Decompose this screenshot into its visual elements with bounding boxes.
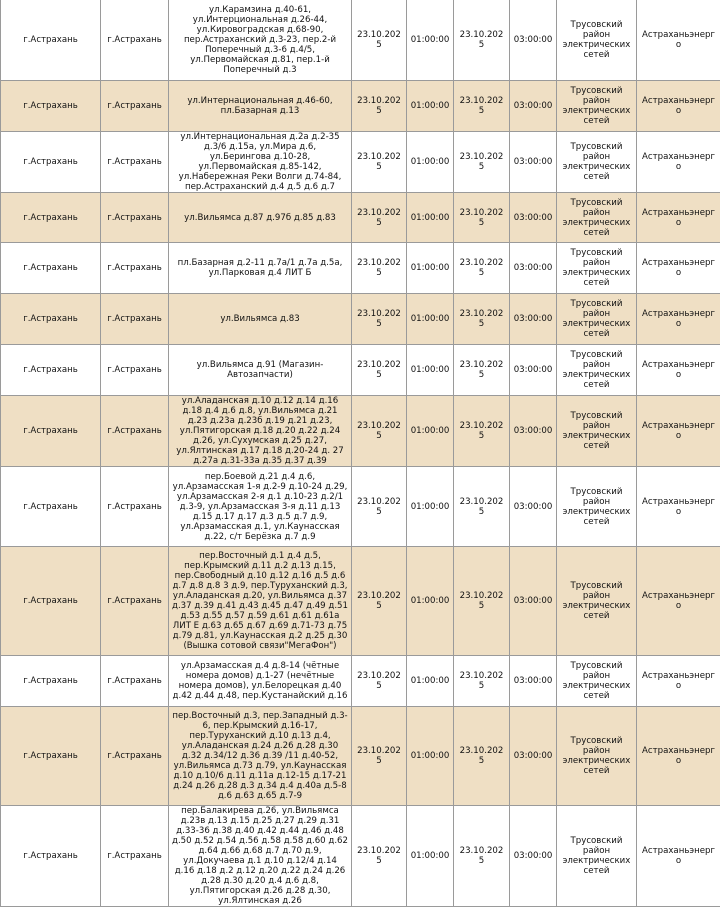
start-date-cell: 23.10.2025 bbox=[352, 547, 407, 656]
district-cell: Трусовский район электрических сетей bbox=[557, 396, 637, 467]
start-time-cell: 01:00:00 bbox=[407, 132, 454, 193]
city-cell: г.Астрахань bbox=[1, 0, 101, 81]
org-cell: Астраханьэнерго bbox=[637, 294, 720, 345]
address-cell: пер.Восточный д.1 д.4 д.5, пер.Крымский д.11 д.2 д.13 д.15, пер.Свободный д.10 д.12 д.16 д.5 д.6 д.7 д.8 д.8 3 д.9, пер.Туруханский д.3, ул.Аладанская д.20, ул.Вильямса д.37 д.37 д.39 д.41 д.43 д.45 д.47 д.49 д.51 д.53 д.55 д.57 д.59 д.61 д.61 д.61а ЛИТ Е д.63 д.65 д.67 д.69 д.71-73 д.75 д.79 д.81, ул.Каунасская д.2 д.25 д.30 (Вышка сотовой связи"МегаФон") bbox=[169, 547, 352, 656]
table-row bbox=[1, 193, 720, 243]
table-row bbox=[1, 707, 720, 806]
end-time-cell: 03:00:00 bbox=[510, 656, 557, 707]
locality-cell: г.Астрахань bbox=[101, 193, 169, 243]
start-time-cell: 01:00:00 bbox=[407, 547, 454, 656]
city-cell: г.Астрахань bbox=[1, 294, 101, 345]
org-cell: Астраханьэнерго bbox=[637, 132, 720, 193]
start-date-cell: 23.10.2025 bbox=[352, 132, 407, 193]
end-date-cell: 23.10.2025 bbox=[454, 345, 510, 396]
start-time-cell: 01:00:00 bbox=[407, 345, 454, 396]
city-cell: г.Астрахань bbox=[1, 132, 101, 193]
district-cell: Трусовский район электрических сетей bbox=[557, 345, 637, 396]
table-row bbox=[1, 806, 720, 907]
org-cell: Астраханьэнерго bbox=[637, 396, 720, 467]
district-cell: Трусовский район электрических сетей bbox=[557, 132, 637, 193]
district-cell: Трусовский район электрических сетей bbox=[557, 656, 637, 707]
start-time-cell: 01:00:00 bbox=[407, 656, 454, 707]
org-cell: Астраханьэнерго bbox=[637, 707, 720, 806]
city-cell: г.Астрахань bbox=[1, 547, 101, 656]
locality-cell: г.Астрахань bbox=[101, 806, 169, 907]
end-time-cell: 03:00:00 bbox=[510, 193, 557, 243]
district-cell: Трусовский район электрических сетей bbox=[557, 243, 637, 294]
org-cell: Астраханьэнерго bbox=[637, 467, 720, 547]
city-cell: г.Астрахань bbox=[1, 467, 101, 547]
end-date-cell: 23.10.2025 bbox=[454, 806, 510, 907]
table-row bbox=[1, 396, 720, 467]
org-cell: Астраханьэнерго bbox=[637, 193, 720, 243]
locality-cell: г.Астрахань bbox=[101, 132, 169, 193]
org-cell: Астраханьэнерго bbox=[637, 806, 720, 907]
start-time-cell: 01:00:00 bbox=[407, 294, 454, 345]
org-cell: Астраханьэнерго bbox=[637, 547, 720, 656]
org-cell: Астраханьэнерго bbox=[637, 656, 720, 707]
district-cell: Трусовский район электрических сетей bbox=[557, 707, 637, 806]
city-cell: г.Астрахань bbox=[1, 345, 101, 396]
start-date-cell: 23.10.2025 bbox=[352, 806, 407, 907]
end-date-cell: 23.10.2025 bbox=[454, 243, 510, 294]
start-date-cell: 23.10.2025 bbox=[352, 193, 407, 243]
table-row bbox=[1, 0, 720, 81]
address-cell: пер.Балакирева д.26, ул.Вильямса д.23в д.13 д.15 д.25 д.27 д.29 д.31 д.33-36 д.38 д.40 д.42 д.44 д.46 д.48 д.50 д.52 д.54 д.56 д.58 д.58 д.60 д.62 д.64 д.66 д.68 д.7 д.70 д.9, ул.Докучаева д.1 д.10 д.12/4 д.14 д.16 д.18 д.2 д.12 д.20 д.22 д.24 д.26 д.28 д.30 д.20 д.4 д.6 д.8, ул.Пятигорская д.26 д.28 д.30, ул.Ялтинская д.26 bbox=[169, 806, 352, 907]
end-time-cell: 03:00:00 bbox=[510, 81, 557, 132]
locality-cell: г.Астрахань bbox=[101, 0, 169, 81]
start-date-cell: 23.10.2025 bbox=[352, 345, 407, 396]
address-cell: пл.Базарная д.2-11 д.7а/1 д.7а д.5а, ул.Парковая д.4 ЛИТ Б bbox=[169, 243, 352, 294]
end-date-cell: 23.10.2025 bbox=[454, 81, 510, 132]
end-date-cell: 23.10.2025 bbox=[454, 132, 510, 193]
end-time-cell: 03:00:00 bbox=[510, 0, 557, 81]
city-cell: г.Астрахань bbox=[1, 656, 101, 707]
city-cell: г.Астрахань bbox=[1, 806, 101, 907]
table-body bbox=[1, 0, 720, 907]
city-cell: г.Астрахань bbox=[1, 81, 101, 132]
start-time-cell: 01:00:00 bbox=[407, 81, 454, 132]
table-row bbox=[1, 243, 720, 294]
start-time-cell: 01:00:00 bbox=[407, 467, 454, 547]
city-cell: г.Астрахань bbox=[1, 396, 101, 467]
end-time-cell: 03:00:00 bbox=[510, 132, 557, 193]
locality-cell: г.Астрахань bbox=[101, 707, 169, 806]
end-date-cell: 23.10.2025 bbox=[454, 294, 510, 345]
start-date-cell: 23.10.2025 bbox=[352, 243, 407, 294]
address-cell: ул.Аладанская д.10 д.12 д.14 д.16 д.18 д.4 д.6 д.8, ул.Вильямса д.21 д.23 д.23а д.23б д.19 д.21 д.23, ул.Пятигорская д.18 д.20 д.22 д.24 д.26, ул.Сухумская д.25 д.27, ул.Ялтинская д.17 д.18 д.20-24 д. 27 д.27а д.31-33а д.35 д.37 д.39 bbox=[169, 396, 352, 467]
start-date-cell: 23.10.2025 bbox=[352, 656, 407, 707]
locality-cell: г.Астрахань bbox=[101, 345, 169, 396]
city-cell: г.Астрахань bbox=[1, 243, 101, 294]
table-row bbox=[1, 656, 720, 707]
org-cell: Астраханьэнерго bbox=[637, 81, 720, 132]
locality-cell: г.Астрахань bbox=[101, 547, 169, 656]
city-cell: г.Астрахань bbox=[1, 193, 101, 243]
address-cell: ул.Вильямса д.91 (Магазин-Автозапчасти) bbox=[169, 345, 352, 396]
start-date-cell: 23.10.2025 bbox=[352, 81, 407, 132]
start-date-cell: 23.10.2025 bbox=[352, 294, 407, 345]
table-row bbox=[1, 547, 720, 656]
district-cell: Трусовский район электрических сетей bbox=[557, 547, 637, 656]
address-cell: ул.Арзамасская д.4 д.8-14 (чётные номера домов) д.1-27 (нечётные номера домов), ул.Белорецкая д.40 д.42 д.44 д.48, пер.Кустанайский д.16 bbox=[169, 656, 352, 707]
table-row bbox=[1, 81, 720, 132]
table-row bbox=[1, 294, 720, 345]
start-time-cell: 01:00:00 bbox=[407, 193, 454, 243]
start-date-cell: 23.10.2025 bbox=[352, 467, 407, 547]
end-time-cell: 03:00:00 bbox=[510, 707, 557, 806]
district-cell: Трусовский район электрических сетей bbox=[557, 81, 637, 132]
table-row bbox=[1, 467, 720, 547]
locality-cell: г.Астрахань bbox=[101, 294, 169, 345]
district-cell: Трусовский район электрических сетей bbox=[557, 0, 637, 81]
start-time-cell: 01:00:00 bbox=[407, 707, 454, 806]
end-time-cell: 03:00:00 bbox=[510, 547, 557, 656]
district-cell: Трусовский район электрических сетей bbox=[557, 806, 637, 907]
district-cell: Трусовский район электрических сетей bbox=[557, 467, 637, 547]
end-time-cell: 03:00:00 bbox=[510, 243, 557, 294]
address-cell: ул.Вильямса д.83 bbox=[169, 294, 352, 345]
start-time-cell: 01:00:00 bbox=[407, 806, 454, 907]
city-cell: г.Астрахань bbox=[1, 707, 101, 806]
locality-cell: г.Астрахань bbox=[101, 656, 169, 707]
end-date-cell: 23.10.2025 bbox=[454, 396, 510, 467]
district-cell: Трусовский район электрических сетей bbox=[557, 193, 637, 243]
address-cell: ул.Вильямса д.87 д.97б д.85 д.83 bbox=[169, 193, 352, 243]
table-row bbox=[1, 132, 720, 193]
end-time-cell: 03:00:00 bbox=[510, 467, 557, 547]
org-cell: Астраханьэнерго bbox=[637, 345, 720, 396]
address-cell: ул.Интернациональная д.2а д.2-35 д.3/6 д.15а, ул.Мира д.6, ул.Берингова д.10-28, ул.Первомайская д.85-142, ул.Набережная Реки Волги д.74-84, пер.Астраханский д.4 д.5 д.6 д.7 bbox=[169, 132, 352, 193]
start-date-cell: 23.10.2025 bbox=[352, 396, 407, 467]
end-date-cell: 23.10.2025 bbox=[454, 467, 510, 547]
locality-cell: г.Астрахань bbox=[101, 467, 169, 547]
address-cell: пер.Восточный д.3, пер.Западный д.3-6, пер.Крымский д.16-17, пер.Туруханский д.10 д.13 д.4, ул.Аладанская д.24 д.26 д.28 д.30 д.32 д.34/12 д.36 д.39 /11 д.40-52, ул.Вильямса д.73 д.79, ул.Каунасская д.10 д.10/6 д.11 д.11а д.12-15 д.17-21 д.24 д.26 д.28 д.3 д.34 д.4 д.40а д.5-8 д.6 д.63 д.65 д.7-9 bbox=[169, 707, 352, 806]
end-time-cell: 03:00:00 bbox=[510, 294, 557, 345]
start-time-cell: 01:00:00 bbox=[407, 243, 454, 294]
end-date-cell: 23.10.2025 bbox=[454, 0, 510, 81]
locality-cell: г.Астрахань bbox=[101, 243, 169, 294]
address-cell: пер.Боевой д.21 д.4 д.6, ул.Арзамасская 1-я д.2-9 д.10-24 д.29, ул.Арзамасская 2-я д.1 д.10-23 д.2/1 д.3-9, ул.Арзамасская 3-я д.11 д.13 д.15 д.17 д.17 д.3 д.5 д.7 д.9, ул.Арзамасская д.1, ул.Каунасская д.22, с/т Берёзка д.7 д.9 bbox=[169, 467, 352, 547]
end-date-cell: 23.10.2025 bbox=[454, 656, 510, 707]
start-date-cell: 23.10.2025 bbox=[352, 0, 407, 81]
start-time-cell: 01:00:00 bbox=[407, 396, 454, 467]
end-date-cell: 23.10.2025 bbox=[454, 707, 510, 806]
end-date-cell: 23.10.2025 bbox=[454, 547, 510, 656]
org-cell: Астраханьэнерго bbox=[637, 0, 720, 81]
locality-cell: г.Астрахань bbox=[101, 81, 169, 132]
start-time-cell: 01:00:00 bbox=[407, 0, 454, 81]
end-date-cell: 23.10.2025 bbox=[454, 193, 510, 243]
district-cell: Трусовский район электрических сетей bbox=[557, 294, 637, 345]
table-row bbox=[1, 345, 720, 396]
start-date-cell: 23.10.2025 bbox=[352, 707, 407, 806]
end-time-cell: 03:00:00 bbox=[510, 806, 557, 907]
end-time-cell: 03:00:00 bbox=[510, 345, 557, 396]
end-time-cell: 03:00:00 bbox=[510, 396, 557, 467]
locality-cell: г.Астрахань bbox=[101, 396, 169, 467]
address-cell: ул.Интернациональная д.46-60, пл.Базарная д.13 bbox=[169, 81, 352, 132]
address-cell: ул.Карамзина д.40-61, ул.Интерциональная д.26-44, ул.Кировоградская д.68-90, пер.Астраханский д.3-23, пер.2-й Поперечный д.3-6 д.4/5, ул.Первомайская д.81, пер.1-й Поперечный д.3 bbox=[169, 0, 352, 81]
org-cell: Астраханьэнерго bbox=[637, 243, 720, 294]
